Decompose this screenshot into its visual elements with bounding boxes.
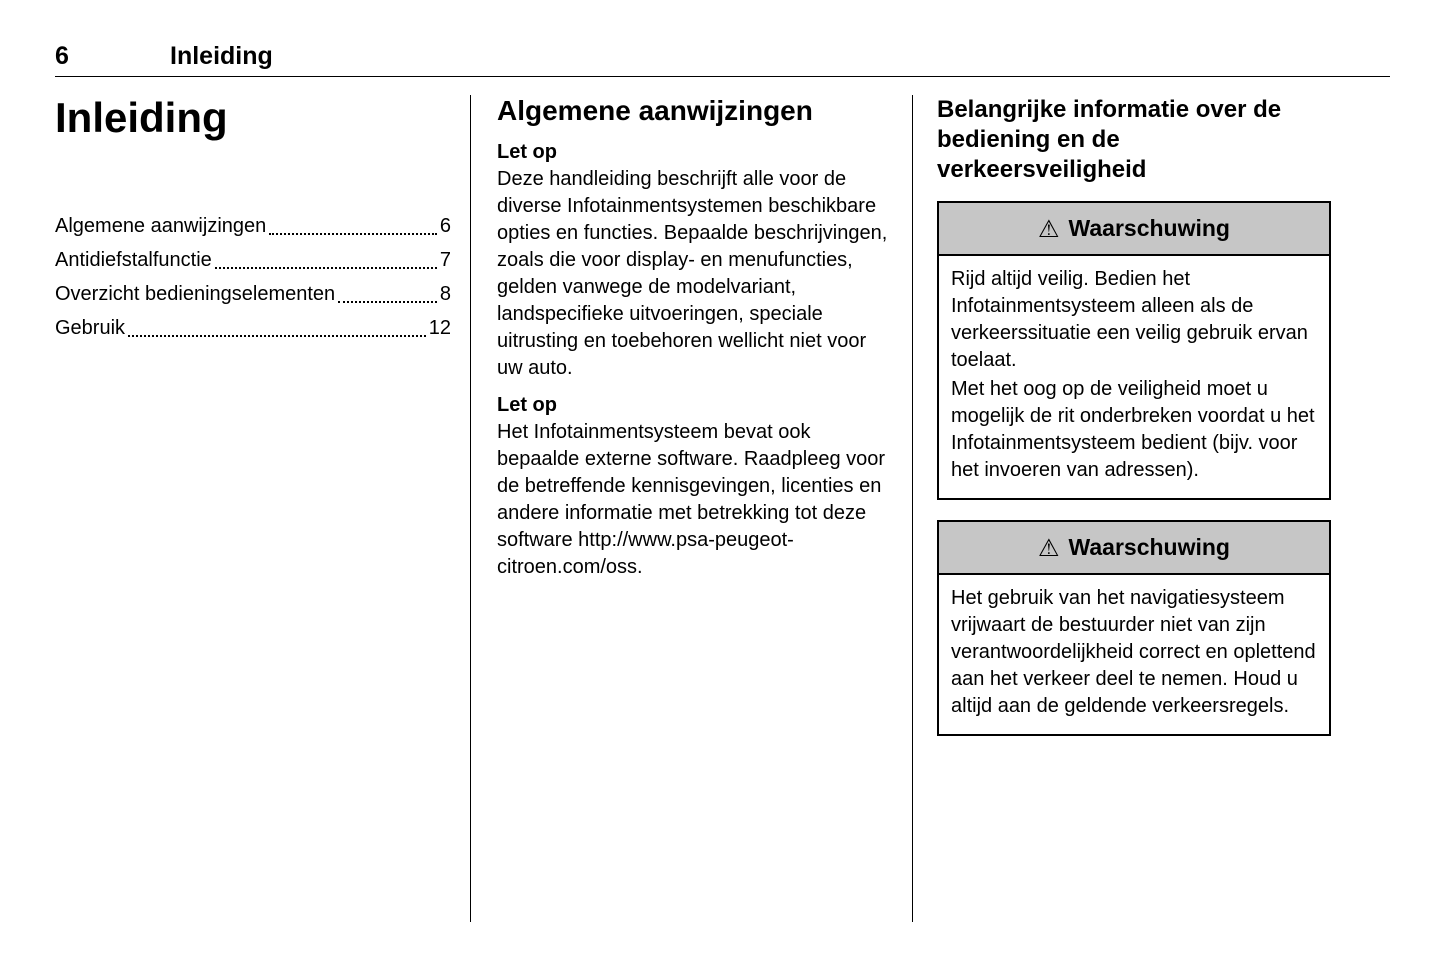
page-header xyxy=(55,42,273,71)
toc-column xyxy=(55,95,451,345)
note-text: Deze handleiding beschrijft alle voor de diverse Infotainmentsystemen beschikbare opties en functies. Bepaalde beschrijvingen, zoals die voor display- en menufuncties, gelden vanwege de modelvariant, landspecifieke uitvoeringen, speciale uitrusting en toebehoren wellicht niet voor uw auto. xyxy=(497,168,888,379)
warning-header xyxy=(939,522,1329,575)
toc-entry-page: 8 xyxy=(439,283,451,305)
toc-leader-dots xyxy=(338,301,437,303)
toc-entry[interactable] xyxy=(55,311,451,345)
warning-box xyxy=(937,201,1331,500)
warning-paragraph: Het gebruik van het navigatiesysteem vrijwaart de bestuurder niet van zijn verantwoordelijkheid correct en oplettend aan het verkeer deel te nemen. Houd u altijd aan de geldende verkeersregels. xyxy=(951,587,1316,717)
toc-entry-label: Gebruik xyxy=(55,317,126,339)
warning-title: Waarschuwing xyxy=(1068,215,1230,241)
warning-triangle-icon: ⚠ xyxy=(1038,216,1060,243)
note-label: Let op xyxy=(497,141,557,163)
safety-heading: Belangrijke informatie over de bediening en de verkeersveiligheid xyxy=(937,96,1282,183)
header-rule xyxy=(55,76,1390,77)
page-number: 6 xyxy=(55,42,69,70)
warning-title: Waarschuwing xyxy=(1068,534,1230,560)
toc-entry[interactable] xyxy=(55,277,451,311)
warning-paragraph: Met het oog op de veiligheid moet u mogelijk de rit onderbreken voordat u het Infotainmentsysteem bedient (bijv. voor het invoeren van adressen). xyxy=(951,378,1315,481)
toc-entry-label: Algemene aanwijzingen xyxy=(55,215,267,237)
column-heading: Algemene aanwijzingen xyxy=(497,95,813,126)
warning-triangle-icon: ⚠ xyxy=(1038,535,1060,562)
warning-header xyxy=(939,203,1329,256)
toc-entry-label: Antidiefstalfunctie xyxy=(55,249,212,271)
toc-entry-page: 6 xyxy=(439,215,451,237)
section-title: Inleiding xyxy=(55,94,228,141)
note-label: Let op xyxy=(497,394,557,416)
column-divider xyxy=(470,95,471,922)
toc-leader-dots xyxy=(128,335,426,337)
general-notes-column xyxy=(497,95,891,591)
note-text-body: Het Infotainmentsysteem bevat ook bepaalde externe software. Raadpleeg voor de betreffende kennisgevingen, licenties en andere informatie met betrekking tot deze software xyxy=(497,421,886,551)
toc-entry-label: Overzicht bedieningselementen xyxy=(55,283,336,305)
software-license-url[interactable]: http://www.psa-peugeot-citroen.com/oss. xyxy=(497,529,794,578)
warning-paragraph: Rijd altijd veilig. Bedien het Infotainmentsysteem alleen als de verkeerssituatie een veilig gebruik ervan toelaat. xyxy=(951,268,1308,371)
toc-list xyxy=(55,209,451,345)
toc-entry-page: 12 xyxy=(428,317,451,339)
toc-entry[interactable] xyxy=(55,243,451,277)
toc-leader-dots xyxy=(269,233,437,235)
warning-box xyxy=(937,520,1331,736)
warning-body xyxy=(939,256,1329,498)
note-text xyxy=(497,419,891,581)
warning-body xyxy=(939,575,1329,734)
column-divider xyxy=(912,95,913,922)
safety-column xyxy=(937,95,1331,756)
toc-leader-dots xyxy=(215,267,437,269)
toc-entry[interactable] xyxy=(55,209,451,243)
chapter-title: Inleiding xyxy=(170,42,273,70)
toc-entry-page: 7 xyxy=(439,249,451,271)
